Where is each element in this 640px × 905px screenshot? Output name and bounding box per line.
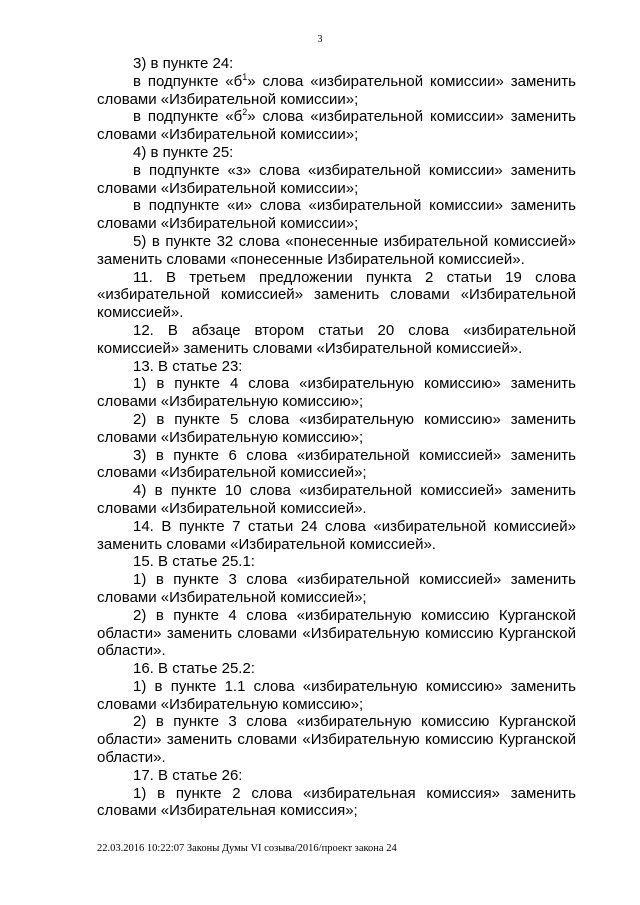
- document-body: [97, 55, 576, 820]
- paragraph: 2) в пункте 3 слова «избирательную комиссию Курганской области» заменить словами «Избирательную комиссию Курганской области».: [97, 713, 576, 767]
- paragraph-text: » слова «избирательной комиссии» заменить словами «Избирательной комиссии»;: [97, 72, 576, 108]
- paragraph: 3) в пункте 6 слова «избирательной комиссией» заменить словами «Избирательной комиссией»;: [97, 446, 576, 482]
- paragraph: в подпункте «з» слова «избирательной комиссии» заменить словами «Избирательной комиссии»;: [97, 161, 576, 197]
- paragraph: 12. В абзаце втором статьи 20 слова «избирательной комиссией» заменить словами «Избирательной комиссией».: [97, 321, 576, 357]
- paragraph: 5) в пункте 32 слова «понесенные избирательной комиссией» заменить словами «понесенные Избирательной комиссией».: [97, 232, 576, 268]
- paragraph: 11. В третьем предложении пункта 2 статьи 19 слова «избирательной комиссией» заменить словами «Избирательной комиссией».: [97, 268, 576, 322]
- paragraph: 14. В пункте 7 статьи 24 слова «избирательной комиссией» заменить словами «Избирательной комиссией».: [97, 517, 576, 553]
- footer-path: 22.03.2016 10:22:07 Законы Думы VI созыва/2016/проект закона 24: [97, 843, 397, 854]
- paragraph: 1) в пункте 3 слова «избирательной комиссией» заменить словами «Избирательной комиссией»;: [97, 571, 576, 606]
- paragraph: 3) в пункте 24:: [133, 55, 234, 72]
- paragraph: 17. В статье 26:: [133, 766, 243, 784]
- paragraph: 2) в пункте 4 слова «избирательную комиссию Курганской области» заменить словами «Избирательную комиссию Курганской области».: [97, 606, 576, 660]
- paragraph: [97, 108, 576, 144]
- paragraph: 2) в пункте 5 слова «избирательную комиссию» заменить словами «Избирательную комиссию»;: [97, 410, 576, 446]
- page-number: 3: [317, 34, 323, 45]
- paragraph: [97, 73, 576, 109]
- paragraph-text: в подпункте «б: [133, 72, 243, 90]
- paragraph-text: в подпункте «б: [133, 108, 243, 126]
- superscript: 2: [242, 107, 248, 118]
- paragraph: 4) в пункте 10 слова «избирательной комиссией» заменить словами «Избирательной комиссией».: [97, 482, 576, 517]
- paragraph-text: » слова «избирательной комиссии» заменить словами «Избирательной комиссии»;: [97, 108, 576, 144]
- paragraph: 15. В статье 25.1:: [133, 553, 255, 571]
- paragraph: 1) в пункте 2 слова «избирательная комиссия» заменить словами «Избирательная комиссия»;: [97, 784, 576, 820]
- paragraph: 1) в пункте 1.1 слова «избирательную комиссию» заменить словами «Избирательную комиссию»;: [97, 677, 576, 713]
- paragraph: 16. В статье 25.2:: [133, 660, 255, 678]
- paragraph: в подпункте «и» слова «избирательной комиссии» заменить словами «Избирательной комиссии»;: [97, 197, 576, 233]
- paragraph: 4) в пункте 25:: [133, 143, 234, 161]
- paragraph: 1) в пункте 4 слова «избирательную комиссию» заменить словами «Избирательную комиссию»;: [97, 375, 576, 411]
- paragraph: 13. В статье 23:: [133, 357, 243, 375]
- superscript: 1: [242, 71, 248, 82]
